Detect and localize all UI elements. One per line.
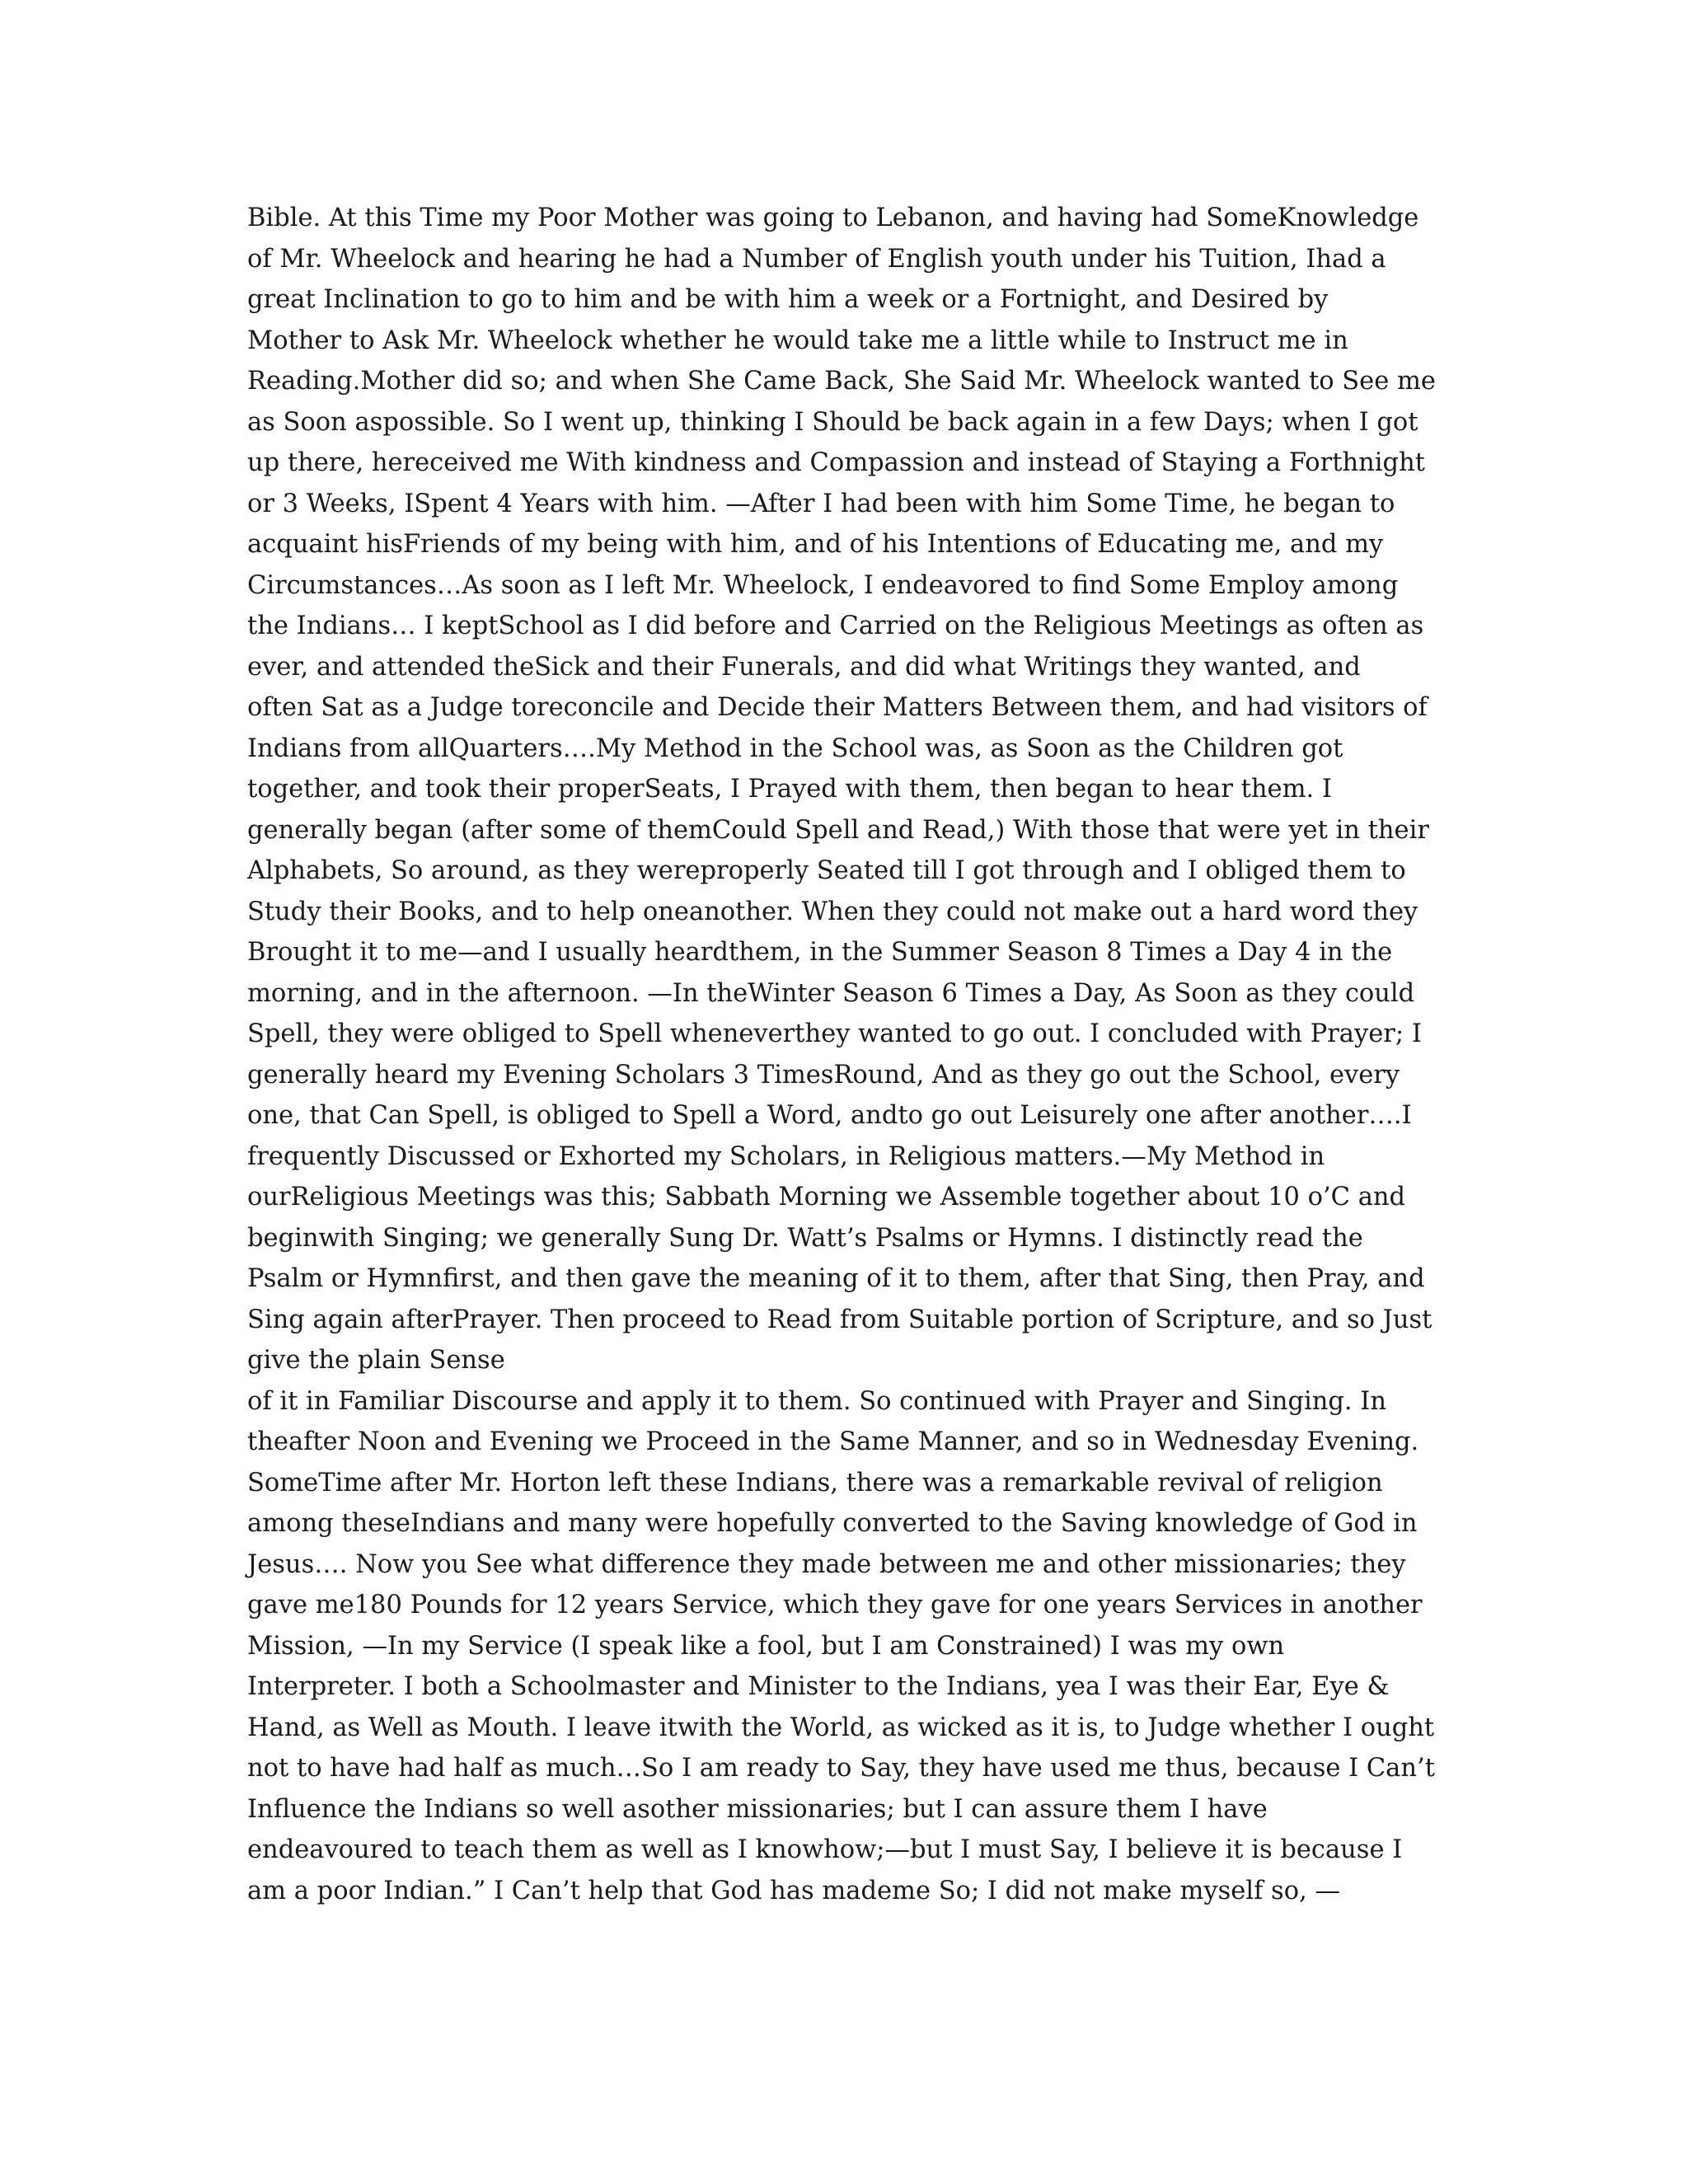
text-line: frequently Discussed or Exhorted my Scholars, in Religious matters.—My Method in	[247, 1141, 1325, 1171]
text-line: gave me180 Pounds for 12 years Service, which they gave for one years Services in another	[247, 1591, 1423, 1619]
text-line: of Mr. Wheelock and hearing he had a Number of English youth under his Tuition, Ihad a	[247, 244, 1386, 274]
text-line: morning, and in the afternoon. —In theWinter Season 6 Times a Day, As Soon as they could	[247, 978, 1415, 1008]
text-line: endeavoured to teach them as well as I knowhow;—but I must Say, I believe it is because I	[247, 1835, 1403, 1864]
text-line: Sing again afterPrayer. Then proceed to Read from Suitable portion of Scripture, and so Just	[247, 1305, 1432, 1334]
text-line: ever, and attended theSick and their Funerals, and did what Writings they wanted, and	[247, 652, 1361, 682]
text-line: give the plain Sense	[247, 1346, 505, 1375]
text-line: Spell, they were obliged to Spell wheneverthey wanted to go out. I concluded with Prayer; I	[247, 1019, 1422, 1048]
text-line: Psalm or Hymnfirst, and then gave the meaning of it to them, after that Sing, then Pray, and	[247, 1264, 1425, 1293]
text-line: SomeTime after Mr. Horton left these Indians, there was a remarkable revival of religion	[247, 1468, 1383, 1497]
text-line: Brought it to me—and I usually heardthem, in the Summer Season 8 Times a Day 4 in the	[247, 938, 1393, 967]
text-line: acquaint hisFriends of my being with him, and of his Intentions of Educating me, and my	[247, 530, 1384, 559]
text-line: Circumstances…As soon as I left Mr. Wheelock, I endeavored to find Some Employ among	[247, 570, 1399, 600]
text-line: Influence the Indians so well asother missionaries; but I can assure them I have	[247, 1794, 1268, 1824]
text-line: am a poor Indian.” I Can’t help that God has mademe So; I did not make myself so, —	[247, 1876, 1340, 1905]
text-line: Mission, —In my Service (I speak like a fool, but I am Constrained) I was my own	[247, 1631, 1285, 1661]
text-line: the Indians… I keptSchool as I did before and Carried on the Religious Meetings as often as	[247, 612, 1424, 640]
text-line: Bible. At this Time my Poor Mother was going to Lebanon, and having had SomeKnowledge	[247, 204, 1419, 232]
text-line: Interpreter. I both a Schoolmaster and Minister to the Indians, yea I was their Ear, Eye &	[247, 1672, 1390, 1701]
text-line: generally began (after some of themCould Spell and Read,) With those that were yet in their	[247, 815, 1429, 845]
text-line: Hand, as Well as Mouth. I leave itwith the World, as wicked as it is, to Judge whether I ought	[247, 1713, 1435, 1742]
text-line: theafter Noon and Evening we Proceed in the Same Manner, and so in Wednesday Evening.	[247, 1427, 1419, 1456]
text-line: great Inclination to go to him and be with him a week or a Fortnight, and Desired by	[247, 285, 1329, 314]
text-line: of it in Familiar Discourse and apply it to them. So continued with Prayer and Singing. In	[247, 1386, 1387, 1416]
text-line: generally heard my Evening Scholars 3 TimesRound, And as they go out the School, every	[247, 1060, 1400, 1090]
text-line: up there, hereceived me With kindness and Compassion and instead of Staying a Forthnight	[247, 448, 1425, 477]
text-line: beginwith Singing; we generally Sung Dr. Watt’s Psalms or Hymns. I distinctly read the	[247, 1223, 1363, 1253]
body-text	[247, 198, 1451, 1911]
text-line: Indians from allQuarters….My Method in the School was, as Soon as the Children got	[247, 733, 1343, 763]
text-line: ourReligious Meetings was this; Sabbath Morning we Assemble together about 10 o’C and	[247, 1183, 1406, 1212]
text-line: not to have had half as much…So I am ready to Say, they have used me thus, because I Can’t	[247, 1754, 1435, 1783]
text-line: Study their Books, and to help oneanother. When they could not make out a hard word they	[247, 897, 1418, 926]
text-line: often Sat as a Judge toreconcile and Decide their Matters Between them, and had visitors of	[247, 693, 1428, 722]
text-line: as Soon aspossible. So I went up, thinking I Should be back again in a few Days; when I got	[247, 407, 1418, 437]
text-line: Mother to Ask Mr. Wheelock whether he would take me a little while to Instruct me in	[247, 326, 1348, 355]
text-line: or 3 Weeks, ISpent 4 Years with him. —After I had been with him Some Time, he began to	[247, 489, 1395, 518]
text-line: together, and took their properSeats, I Prayed with them, then began to hear them. I	[247, 775, 1332, 804]
text-line: Alphabets, So around, as they wereproperly Seated till I got through and I obliged them to	[247, 856, 1406, 885]
text-line: Jesus…. Now you See what difference they made between me and other missionaries; they	[247, 1549, 1406, 1579]
text-line: Reading.Mother did so; and when She Came Back, She Said Mr. Wheelock wanted to See me	[247, 367, 1436, 396]
text-line: among theseIndians and many were hopefully converted to the Saving knowledge of God in	[247, 1509, 1418, 1538]
text-line: one, that Can Spell, is obliged to Spell a Word, andto go out Leisurely one after another….I	[247, 1101, 1412, 1130]
